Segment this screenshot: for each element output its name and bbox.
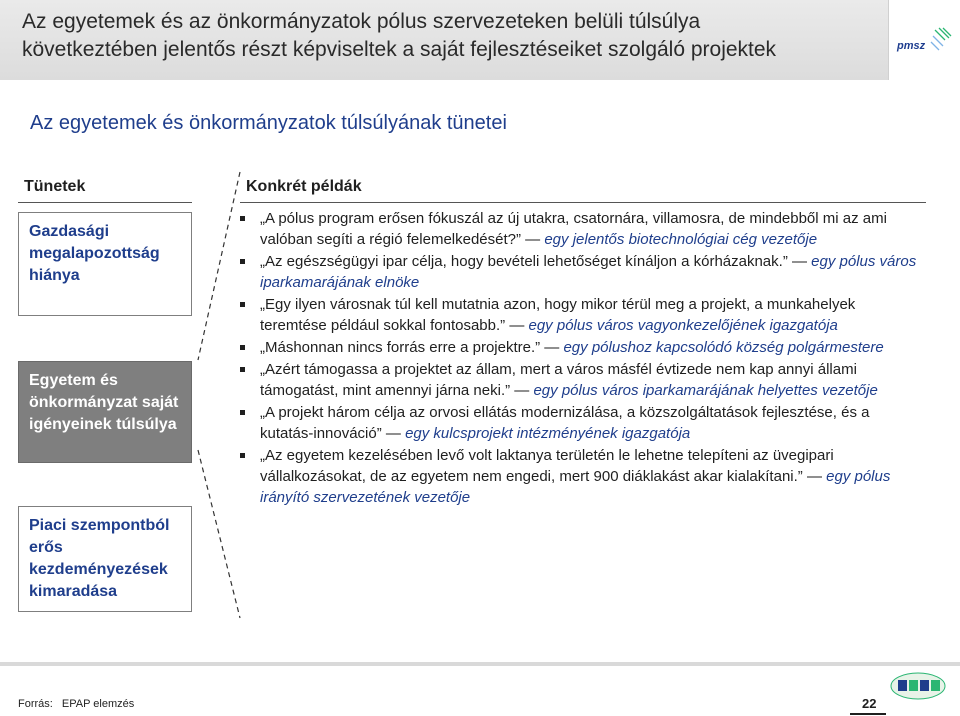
- slide-title: [22, 8, 852, 64]
- slide-title-line-2: következtében jelentős részt képviseltek a saját fejlesztéseiket szolgáló projektek: [22, 38, 777, 61]
- example-item: „Az egyetem kezelésében levő volt laktanya területén le lehetne telepíteni az üvegipari vállalkozásokat, de az egyetem nem engedi, mert 900 diáklakást akar kialakítani.” — egy pólus irányító szervezetének vezetője: [240, 445, 920, 508]
- example-list: [240, 208, 920, 509]
- example-quote: „A pólus program erősen fókuszál az új utakra, csatornára, villamosra, de mindebből mi az ami valóban segíti a régió felemelkedését?”: [260, 210, 887, 248]
- examples-heading-rule: [240, 202, 926, 203]
- example-item: „Egy ilyen városnak túl kell mutatnia azon, hogy mikor térül meg a projekt, a munkahelyek teremtése például sokkal fontosabb.” — egy pólus város vagyonkezelőjének igazgatója: [240, 294, 920, 336]
- example-item: „A projekt három célja az orvosi ellátás modernizálása, a közszolgáltatások fejlesztése, és a kutatás-innováció” — egy kulcsprojekt intézményének igazgatója: [240, 402, 920, 444]
- pmsz-logo: [888, 0, 960, 80]
- page-number: 22: [862, 696, 877, 711]
- page-number-underline: [850, 713, 886, 715]
- example-source: egy kulcsprojekt intézményének igazgatója: [405, 425, 691, 442]
- epap-logo-icon: [888, 664, 948, 704]
- example-source: egy pólus város vagyonkezelőjének igazgatója: [528, 317, 838, 334]
- example-quote: „Egy ilyen városnak túl kell mutatnia azon, hogy mikor térül meg a projekt, a munkahelyek teremtése például sokkal fontosabb.”: [260, 296, 856, 334]
- logo-text: pmsz: [897, 40, 926, 52]
- example-item: „Máshonnan nincs forrás erre a projektre.” — egy pólushoz kapcsolódó község polgármestere: [240, 337, 920, 358]
- example-source: egy pólus város iparkamarájának helyettes vezetője: [533, 382, 878, 399]
- example-quote: „Máshonnan nincs forrás erre a projektre.”: [260, 339, 541, 356]
- symptom-box-2-active: Egyetem és önkormányzat saját igényeinek túlsúlya: [18, 361, 192, 463]
- example-quote: „Az egészségügyi ipar célja, hogy bevételi lehetőséget kínáljon a kórházaknak.”: [260, 253, 788, 270]
- footer-divider: [0, 662, 960, 666]
- example-source: egy pólushoz kapcsolódó község polgármestere: [563, 339, 884, 356]
- example-source: egy pólus irányító szervezetének vezetője: [260, 468, 891, 506]
- examples-heading: Konkrét példák: [246, 178, 362, 195]
- source-value: EPAP elemzés: [61, 698, 135, 710]
- example-quote: „Azért támogassa a projektet az állam, mert a város másfél évtizede nem kap annyi állami támogatást, mint amennyi járna neki.”: [260, 361, 857, 399]
- example-source: egy jelentős biotechnológiai cég vezetője: [544, 231, 818, 248]
- slide-title-line-1: Az egyetemek és az önkormányzatok pólus szervezeteken belüli túlsúlya: [22, 10, 701, 33]
- example-source: egy pólus város iparkamarájának elnöke: [260, 253, 917, 291]
- symptom-box-3: Piaci szempontból erős kezdeményezések kimaradása: [18, 506, 192, 612]
- source-label: Forrás:: [18, 698, 53, 710]
- example-item: „Az egészségügyi ipar célja, hogy bevételi lehetőséget kínáljon a kórházaknak.” — egy pólus város iparkamarájának elnöke: [240, 251, 920, 293]
- example-quote: „Az egyetem kezelésében levő volt laktanya területén le lehetne telepíteni az üvegipari vállalkozásokat, de az egyetem nem engedi, mert 900 diáklakást akar kialakítani.”: [260, 447, 834, 485]
- footer-source: [18, 698, 134, 710]
- symptoms-heading-rule: [18, 202, 192, 203]
- example-item: „A pólus program erősen fókuszál az új utakra, csatornára, villamosra, de mindebből mi az ami valóban segíti a régió felemelkedését?” — egy jelentős biotechnológiai cég vezetője: [240, 208, 920, 250]
- example-item: „Azért támogassa a projektet az állam, mert a város másfél évtizede nem kap annyi állami támogatást, mint amennyi járna neki.” — egy pólus város iparkamarájának helyettes vezetője: [240, 359, 920, 401]
- symptoms-heading: Tünetek: [24, 178, 86, 195]
- slide-header: [0, 0, 960, 80]
- section-subtitle: Az egyetemek és önkormányzatok túlsúlyának tünetei: [30, 112, 507, 134]
- symptom-box-1: Gazdasági megalapozottság hiánya: [18, 212, 192, 316]
- example-quote: „A projekt három célja az orvosi ellátás modernizálása, a közszolgáltatások fejlesztése, és a kutatás-innováció”: [260, 404, 870, 442]
